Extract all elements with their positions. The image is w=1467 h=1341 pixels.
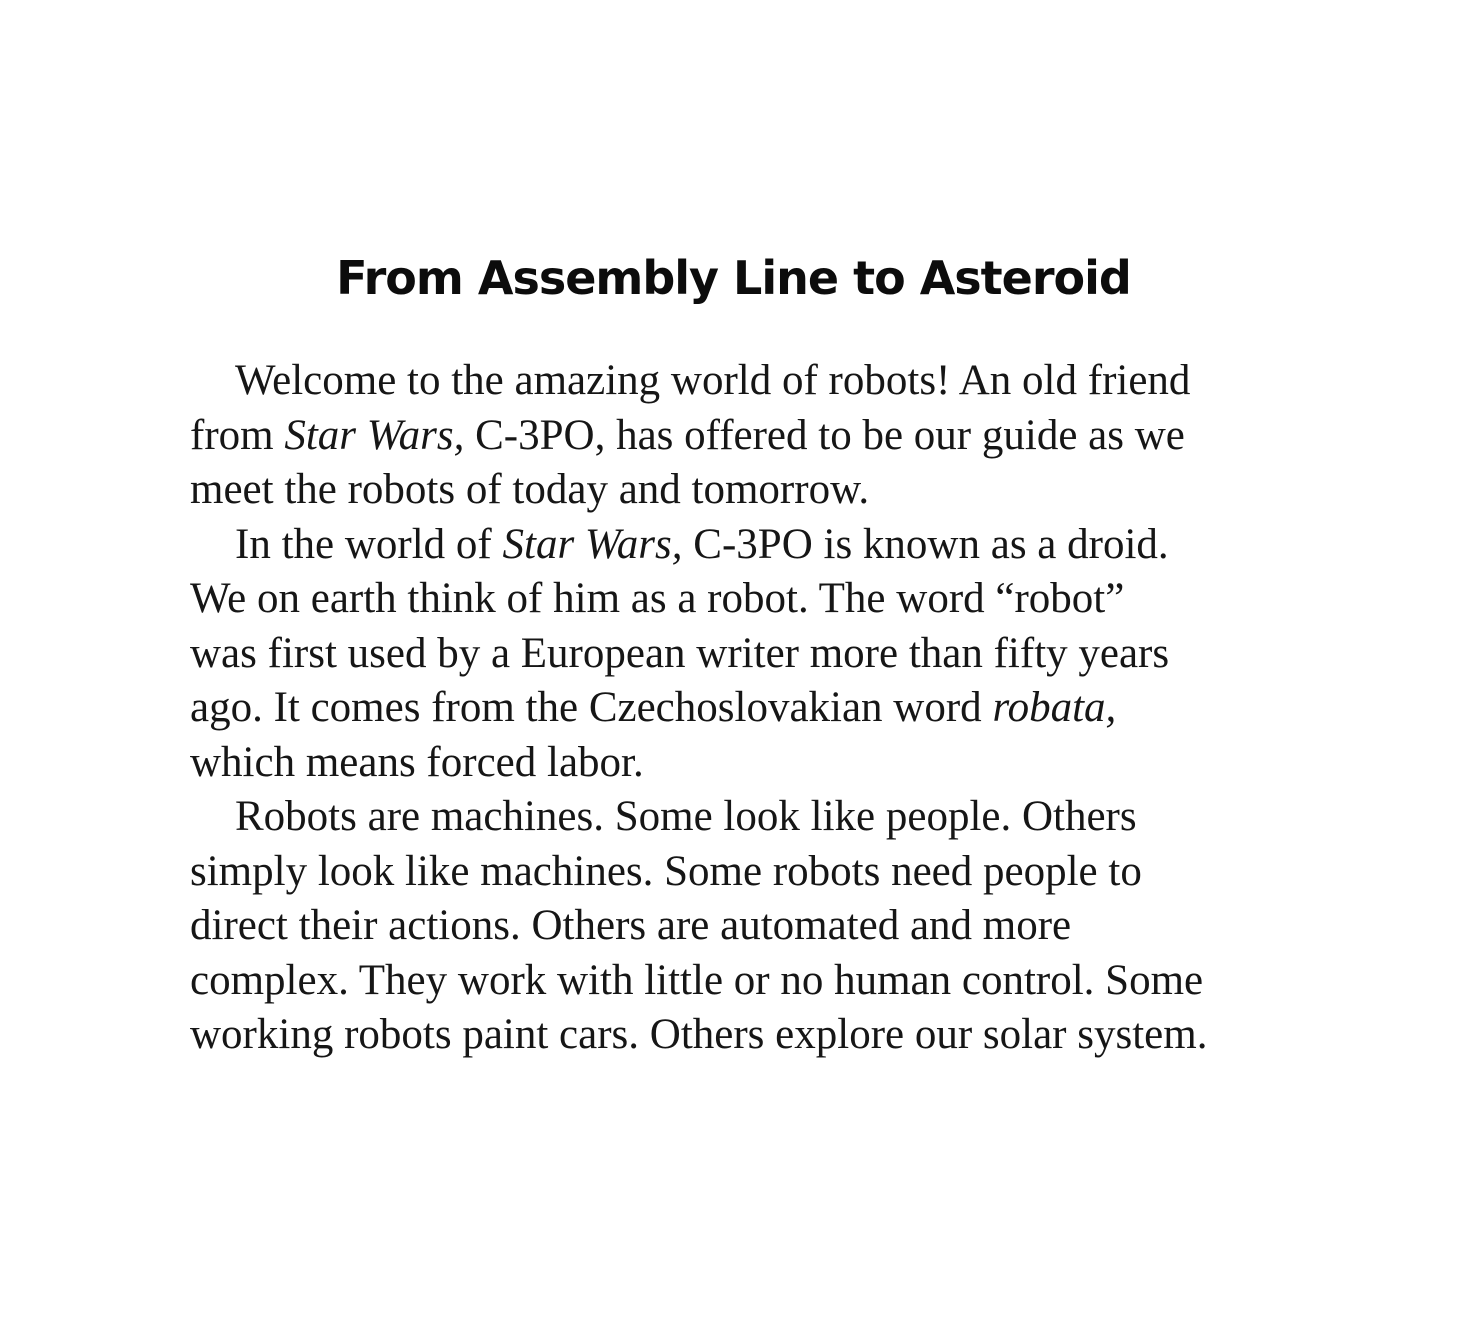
text-line: simply look like machines. Some robots need people to — [190, 847, 1142, 895]
text-line: complex. They work with little or no human control. Some — [190, 956, 1204, 1004]
text-run: C-3PO, has offered to be our guide as we — [464, 411, 1185, 459]
italic-word: robata, — [992, 684, 1117, 731]
text-run: ago. It comes from the Czechoslovakian word — [190, 684, 993, 731]
text-run: from — [190, 411, 285, 459]
text-line: We on earth think of him as a robot. The word “robot” — [190, 575, 1125, 622]
text-run: C-3PO is known as a droid. — [682, 520, 1169, 568]
text-line — [190, 409, 1300, 464]
text-line — [190, 518, 1300, 573]
page-title: From Assembly Line to Asteroid — [336, 251, 1131, 305]
paragraph-2 — [190, 518, 1300, 791]
italic-title: Star Wars, — [502, 520, 683, 568]
paragraph-3 — [190, 790, 1300, 1063]
text-line: Robots are machines. Some look like people. Others — [235, 793, 1137, 840]
text-line: direct their actions. Others are automated and more — [190, 902, 1072, 949]
italic-title: Star Wars, — [284, 411, 465, 459]
text-line: was first used by a European writer more than fifty years — [190, 629, 1170, 677]
text-line — [190, 681, 1300, 736]
text-line: which means forced labor. — [190, 738, 644, 786]
text-run: In the world of — [235, 520, 503, 568]
text-line: working robots paint cars. Others explore our solar system. — [190, 1011, 1208, 1058]
body-text — [190, 354, 1300, 1063]
text-line: Welcome to the amazing world of robots! An old friend — [235, 357, 1191, 404]
paragraph-1 — [190, 354, 1300, 518]
text-line: meet the robots of today and tomorrow. — [190, 466, 870, 513]
